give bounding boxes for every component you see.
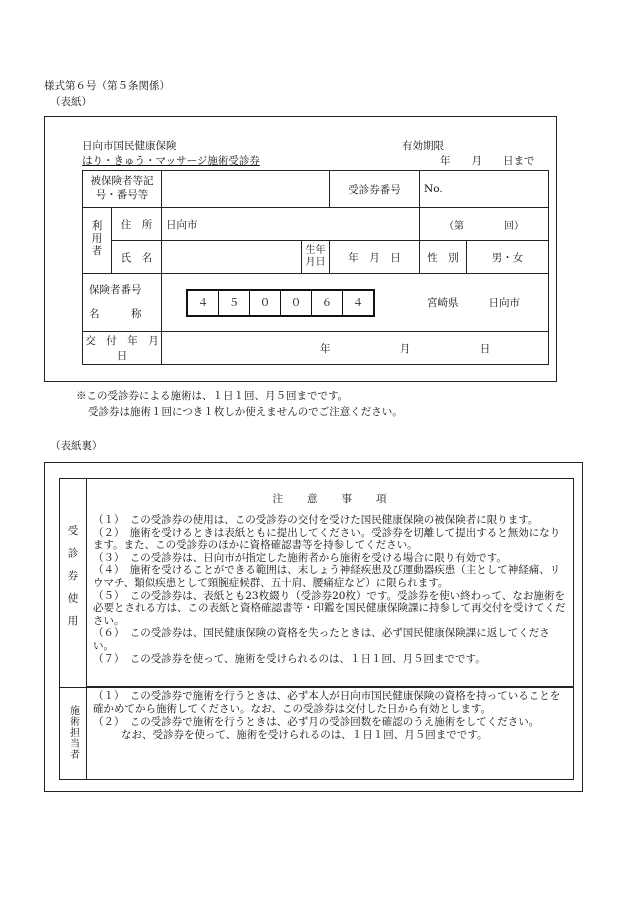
- insurer-digit: ５: [219, 291, 250, 315]
- section2-label-cell: [60, 688, 87, 780]
- list-item: （２） 施術を受けるときは表紙ともに提出してください。受診券を切離して提出すると無効になります。また、この受診券のほかに資格確認書等を持参してください。: [93, 526, 561, 552]
- section1-list: [93, 514, 567, 665]
- front-label: （表紙）: [50, 96, 92, 108]
- ticket-title: はり・きゅう・マッサージ施術受診券: [82, 155, 260, 167]
- insurer-labels: [83, 274, 162, 332]
- list-item: （１） この受診券の使用は、この受診券の交付を受けた国民健康保険の被保険者に限ります。: [93, 514, 539, 526]
- list-item: （５） この受診券は、表紙とも23枚綴り（受診券20枚）です。受診券を使い終わって、なお施術を必要とされる方は、この表紙と資格確認書等・印鑑を国民健康保険課に持参して再交付を受けてください。: [93, 589, 566, 627]
- insurer-digit: ０: [281, 291, 312, 315]
- list-item: （３） この受診券は、日向市が指定した施術者から施術を受ける場合に限り有効です。: [93, 551, 507, 564]
- notes-heading: 注 意 事 項: [272, 493, 388, 505]
- sex-field[interactable]: 男・女: [467, 241, 549, 274]
- list-item: （２） この受診券で施術を行うときは、必ず月の受診回数を確認のうえ施術をしてください。: [93, 716, 540, 729]
- insurer-prefecture: 宮崎県: [427, 297, 459, 309]
- section2-content: [87, 688, 574, 780]
- issue-date-field[interactable]: [162, 332, 549, 365]
- user-label: 利用者: [83, 208, 112, 274]
- insurer-city: 日向市: [488, 297, 520, 309]
- front-note-2: 受診券は施術１回につき１枚しか使えませんのでご注意ください。: [88, 406, 403, 418]
- issue-month: 月: [399, 342, 411, 355]
- insurer-digit: ０: [250, 291, 281, 315]
- front-note-1: ※この受診券による施術は、１日１回、月５回までです。: [76, 390, 349, 402]
- insurer-name-label: 名 称: [89, 307, 142, 320]
- validity-label: 有効期限: [402, 140, 444, 152]
- section2-label: 施術担当者: [67, 704, 79, 760]
- insurer-digit: ４: [352, 296, 364, 309]
- issue-date-label: 交 付 年 月 日: [83, 332, 162, 365]
- insurer-number-boxes: [186, 289, 375, 317]
- section1-content: [87, 479, 574, 687]
- list-item: （６） この受診券は、国民健康保険の資格を失ったときは、必ず国民健康保険課に返してください。: [93, 627, 550, 652]
- ticket-no-label: 受診券番号: [330, 171, 420, 208]
- list-item: （４） 施術を受けることができる範囲は、末しょう神経疾患及び運動器疾患（主として神経痛、リウマチ、類似疾患として頸腕症候群、五十肩、腰痛症など）に限られます。: [93, 564, 561, 589]
- address-label: 住 所: [112, 208, 162, 241]
- ticket-no-field[interactable]: No.: [420, 171, 549, 208]
- sex-label: 性 別: [420, 241, 467, 274]
- issue-day: 日: [479, 342, 491, 355]
- name-field[interactable]: [162, 241, 302, 274]
- insurer-digit: ６: [312, 291, 343, 315]
- list-item: （１） この受診券で施術を行うときは、必ず本人が日向市国民健康保険の資格を持っていることを確かめてから施術してください。なお、この受診券は交付した日から有効とします。: [93, 690, 561, 716]
- insurer-no-label: 保険者番号: [89, 284, 142, 297]
- address-field[interactable]: 日向市: [162, 208, 420, 241]
- insured-field[interactable]: [162, 171, 330, 208]
- city-insurance: 日向市国民健康保険: [82, 140, 177, 152]
- dob-field[interactable]: 年 月 日: [330, 241, 420, 274]
- back-label: （表紙裏）: [50, 440, 103, 452]
- front-form-table: [82, 170, 548, 365]
- insurer-digit: ４: [188, 291, 219, 315]
- section1-label-cell: [60, 479, 87, 688]
- section1-label: 受診券使用: [66, 525, 79, 638]
- issue-year: 年: [320, 342, 331, 355]
- dob-label: 生年月日: [302, 241, 330, 274]
- list-item: （７） この受診券を使って、施術を受けられるのは、１日１回、月５回までです。: [93, 652, 486, 665]
- validity-date: 年 月 日まで: [440, 155, 535, 167]
- name-label: 氏 名: [112, 241, 162, 274]
- back-notes-table: [59, 478, 574, 780]
- form-number: 様式第６号（第５条関係）: [44, 80, 170, 92]
- insurer-field: [162, 274, 549, 332]
- times-field[interactable]: （第 回）: [420, 208, 549, 241]
- insured-label: 被保険者等記号・番号等: [83, 171, 162, 208]
- list-item: なお、受診券を使って、施術を受けられるのは、１日１回、月５回までです。: [121, 729, 488, 742]
